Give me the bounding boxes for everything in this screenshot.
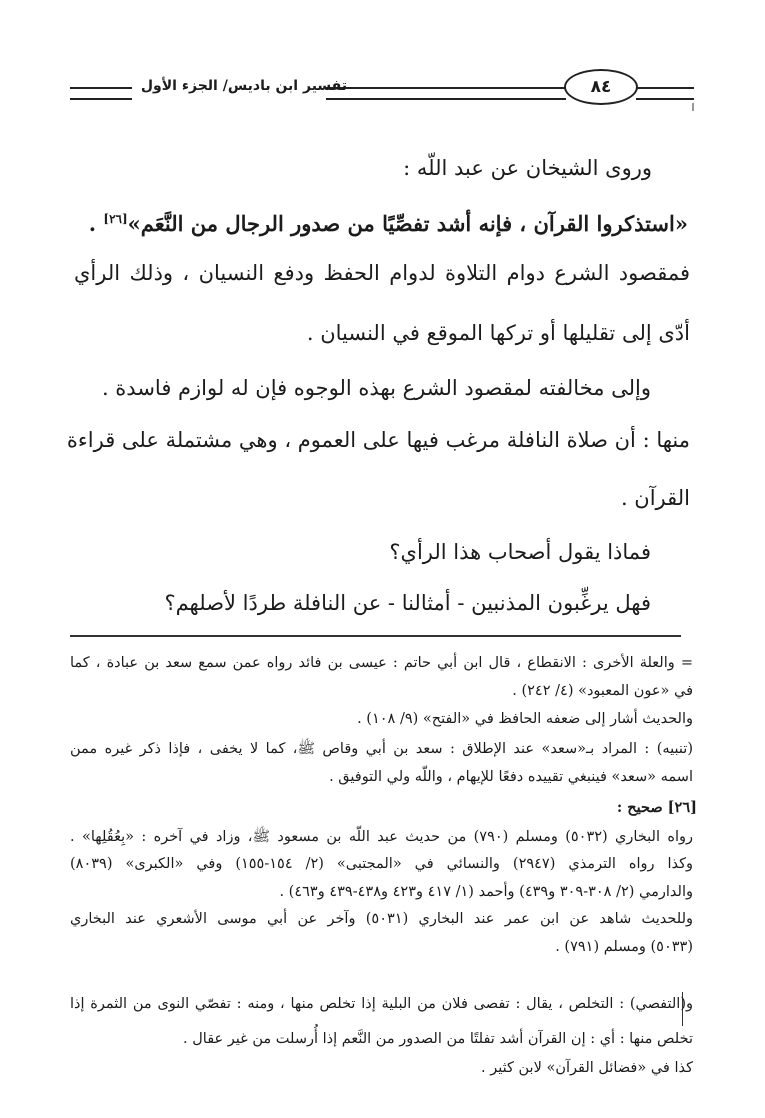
body-line-4: أدّى إلى تقليلها أو تركها الموقع في النسيان . [306,321,690,345]
page-number-oval [564,69,638,105]
body-line-3: فمقصود الشرع دوام التلاوة لدوام الحفظ ودفع النسيان ، وذلك الرأي [74,261,690,285]
header-rule-left [70,87,132,100]
footnote-line: في «عون المعبود» (٤/ ٢٤٢) . [512,683,693,699]
footnote-line: وللحديث شاهد عن ابن عمر عند البخاري (٥٠٣١) وآخر عن أبي موسى الأشعري عند البخاري [70,911,693,927]
header-rule-middle [326,87,566,100]
footnote-line: كذا في «فضائل القرآن» لابن كثير . [481,1060,693,1076]
footnote-heading: [٢٦] صحيح : [616,799,697,816]
footnote-line: (تنبيه) : المراد بـ«سعد» عند الإطلاق : سعد بن أبي وقاص ﷺ، كما لا يخفى ، فإذا ذكر غيره ممن [70,741,693,757]
footnote-line: و(التفصي) : التخلص ، يقال : تفصى فلان من البلية إذا تخلص منها ، ومنه : تفصّي النوى من الثمرة إذا [70,996,693,1012]
body-line-1: وروى الشيخان عن عبد اللّه : [403,156,652,180]
margin-mark [692,103,694,111]
footnote-line: وكذا رواه الترمذي (٢٩٤٧) والنسائي في «المجتبى» (٢/ ١٥٤-١٥٥) وفي «الكبرى» (٨٠٣٩) [70,856,693,872]
hadith-footnote-ref: [٢٦] [103,212,128,226]
footnote-separator [70,635,681,637]
body-line-8: فماذا يقول أصحاب هذا الرأي؟ [389,540,651,564]
footnote-line: اسمه «سعد» فينبغي تقييده دفعًا للإيهام ، واللّه ولي التوفيق . [329,769,693,785]
page-header [0,62,765,118]
footnote-line: (٥٠٣٣) ومسلم (٧٩١) . [555,939,693,955]
footnote-line: رواه البخاري (٥٠٣٢) ومسلم (٧٩٠) من حديث عبد اللّه بن مسعود ﷺ، وزاد في آخره : «بِعُقُلِها» . [70,829,694,845]
body-line-6: منها : أن صلاة النافلة مرغب فيها على العموم ، وهي مشتملة على قراءة [66,428,690,452]
body-line-5: وإلى مخالفته لمقصود الشرع بهذه الوجوه فإن له لوازم فاسدة . [101,376,651,400]
page-number: ٨٤ [590,77,612,97]
hadith-quote: «استذكروا القرآن ، فإنه أشد تفصِّيًا من صدور الرجال من النَّعَم» [127,211,688,236]
footnote-line: والحديث أشار إلى ضعفه الحافظ في «الفتح» (٩/ ١٠٨) . [357,711,693,727]
footnote-line: والدارمي (٢/ ٣٠٨-٣٠٩ و٤٣٩) وأحمد (١/ ٤١٧ و٤٢٣ و٤٣٨-٤٣٩ و٤٦٣) . [279,884,693,900]
body-line-9: فهل يرغِّبون المذنبين - أمثالنا - عن النافلة طردًا لأصلهم؟ [164,591,651,615]
hadith-quote-line [89,204,688,239]
header-rule-right [636,87,694,100]
hadith-end-dot: . [88,211,97,236]
footnote-line: = والعلة الأخرى : الانقطاع ، قال ابن أبي حاتم : عيسى بن فائد رواه عمن سمع سعد بن عبادة ، كما [70,655,693,671]
footnote-line: تخلص منها : أي : إن القرآن أشد تفلتًا من الصدور من النَّعم إذا أُرسلت من غير عقال . [183,1031,693,1047]
body-line-7: القرآن . [620,486,690,510]
running-title: تفسير ابن باديس/ الجزء الأول [140,78,347,94]
